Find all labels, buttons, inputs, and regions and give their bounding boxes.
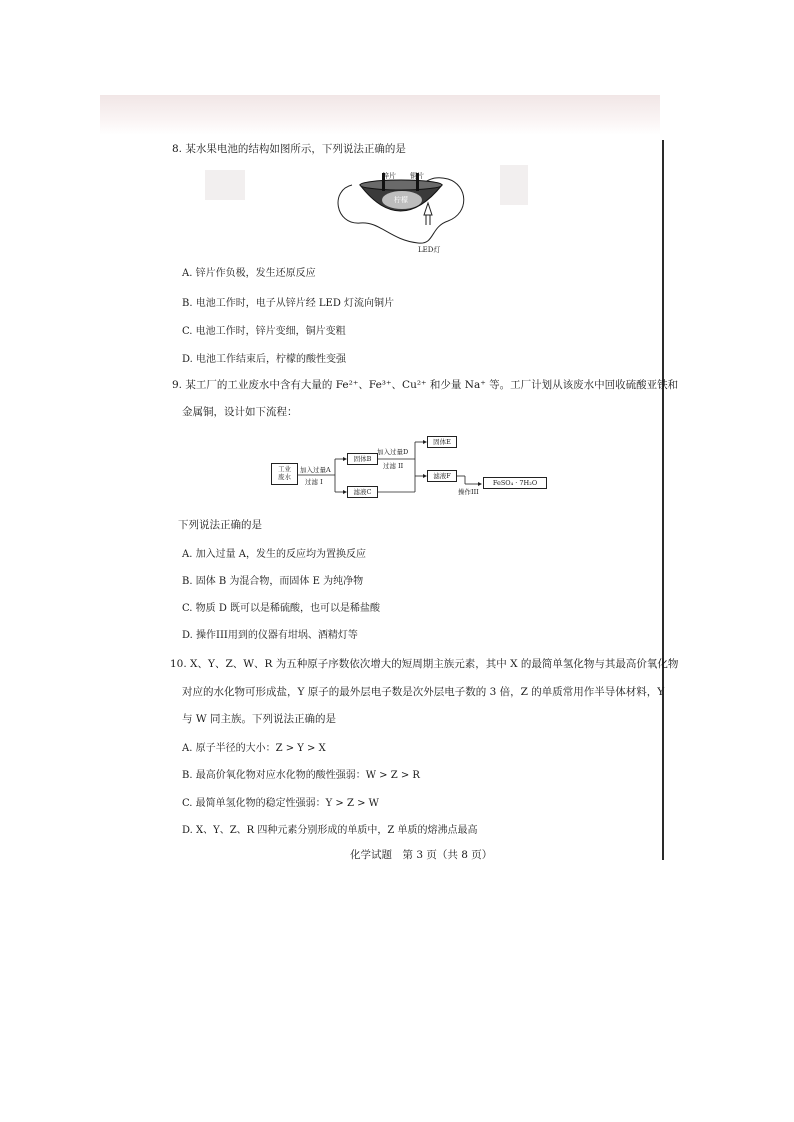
- q9-option-c: C. 物质 D 既可以是稀硫酸，也可以是稀盐酸: [182, 603, 381, 614]
- filter-2-label: 过滤 II: [383, 462, 404, 470]
- bleed-through-mark: [500, 165, 528, 205]
- q8-stem: 8. 某水果电池的结构如图所示，下列说法正确的是: [172, 143, 406, 155]
- q10-option-d: D. X、Y、Z、R 四种元素分别形成的单质中，Z 单质的熔沸点最高: [182, 825, 478, 836]
- q9-stem-line2: 金属铜，设计如下流程：: [182, 406, 298, 418]
- q8-option-b: B. 电池工作时，电子从锌片经 LED 灯流向铜片: [182, 298, 395, 309]
- copper-label: 铜片: [410, 172, 424, 180]
- lemon-label: 柠檬: [394, 196, 408, 204]
- scan-shadow: [100, 95, 660, 135]
- q8-option-d: D. 电池工作结束后，柠檬的酸性变强: [182, 354, 347, 365]
- add-a-label: 加入过量A: [300, 466, 331, 474]
- operation-3-label: 操作III: [458, 488, 479, 496]
- waste-water-box: 工业 废水: [271, 463, 298, 485]
- q8-option-c: C. 电池工作时，锌片变细，铜片变粗: [182, 326, 346, 337]
- q10-stem-line3: 与 W 同主族。下列说法正确的是: [182, 713, 336, 725]
- q10-stem-line1: 10. X、Y、Z、W、R 为五种原子序数依次增大的短周期主族元素，其中 X 的最简单氢化物与其最高价氧化物: [170, 658, 679, 670]
- filtrate-c-box: 滤液C: [347, 486, 378, 498]
- page-footer: 化学试题 第 3 页（共 8 页）: [350, 849, 493, 861]
- product-box: FeSO₄ · 7H₂O: [483, 477, 547, 489]
- process-flowchart: [265, 432, 565, 512]
- q9-option-b: B. 固体 B 为混合物，而固体 E 为纯净物: [182, 576, 364, 587]
- lemon-battery-figure: [330, 165, 470, 260]
- q10-option-c: C. 最简单氢化物的稳定性强弱：Y > Z > W: [182, 798, 379, 809]
- add-d-label: 加入过量D: [377, 448, 409, 456]
- q9-option-d: D. 操作III用到的仪器有坩埚、酒精灯等: [182, 630, 358, 641]
- q10-option-a: A. 原子半径的大小：Z > Y > X: [182, 743, 326, 754]
- q10-stem-line2: 对应的水化物可形成盐，Y 原子的最外层电子数是次外层电子数的 3 倍，Z 的单质常用作半导体材料，Y: [182, 686, 665, 698]
- filtrate-f-box: 滤液F: [427, 470, 457, 482]
- q8-option-a: A. 锌片作负极，发生还原反应: [182, 268, 316, 279]
- solid-b-box: 固体B: [347, 453, 378, 465]
- solid-e-box: 固体E: [427, 436, 457, 448]
- q9-question: 下列说法正确的是: [178, 519, 262, 531]
- lemon-battery-diagram: [330, 165, 470, 260]
- led-label: LED灯: [418, 246, 441, 254]
- bleed-through-mark: [205, 170, 245, 200]
- page-edge-rule: [662, 140, 664, 860]
- q9-option-a: A. 加入过量 A，发生的反应均为置换反应: [182, 549, 366, 560]
- q10-option-b: B. 最高价氧化物对应水化物的酸性强弱：W > Z > R: [182, 770, 420, 781]
- zinc-label: 锌片: [382, 172, 396, 180]
- filter-1-label: 过滤 I: [305, 478, 323, 486]
- q9-stem-line1: 9. 某工厂的工业废水中含有大量的 Fe²⁺、Fe³⁺、Cu²⁺ 和少量 Na⁺ 等。工厂计划从该废水中回收硫酸亚铁和: [172, 379, 679, 391]
